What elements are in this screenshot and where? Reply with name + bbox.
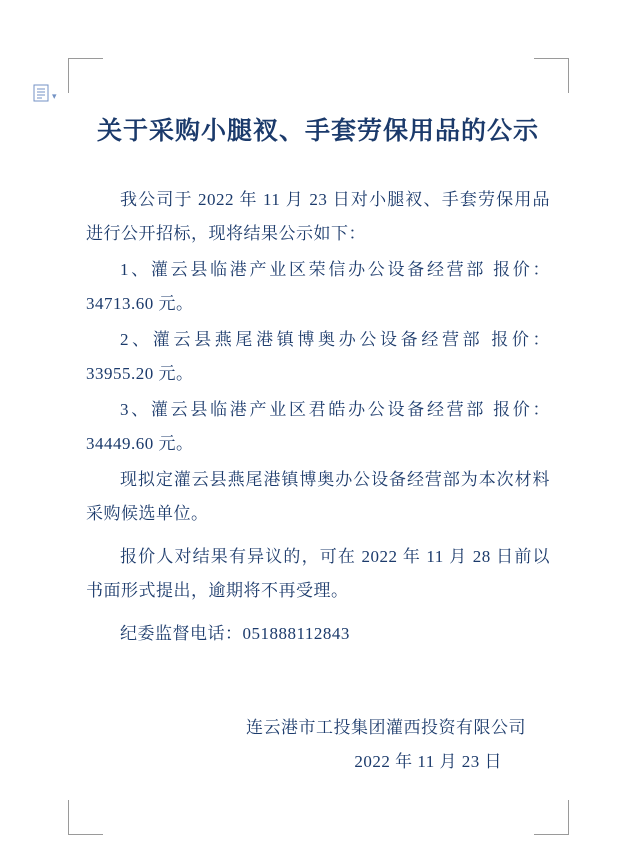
crop-mark-bottom-right [534,800,569,835]
paragraph-bid-2: 2、灌云县燕尾港镇博奥办公设备经营部 报价：33955.20 元。 [86,330,550,383]
document-icon-control[interactable] [33,84,57,102]
paragraph-bid-3: 3、灌云县临港产业区君皓办公设备经营部 报价：34449.60 元。 [86,400,550,453]
signature-date: 2022 年 11 月 23 日 [354,752,502,771]
paragraph-bid-1: 1、灌云县临港产业区荣信办公设备经营部 报价：34713.60 元。 [86,260,550,313]
crop-mark-bottom-left [68,800,103,835]
signature-company: 连云港市工投集团灌西投资有限公司 [246,718,526,737]
crop-mark-top-left [68,58,103,93]
document-content [86,96,550,779]
document-icon[interactable] [33,84,49,102]
chevron-down-icon[interactable]: ▾ [52,90,57,101]
crop-mark-top-right [534,58,569,93]
paragraph-supervision-phone: 纪委监督电话：051888112843 [120,624,350,643]
page-title: 关于采购小腿衩、手套劳保用品的公示 [96,118,539,145]
paragraph-objection: 报价人对结果有异议的，可在 2022 年 11 月 28 日前以书面形式提出，逾期将不再受理。 [86,547,550,600]
paragraph-result: 现拟定灌云县燕尾港镇博奥办公设备经营部为本次材料采购候选单位。 [86,470,550,523]
document-body [86,183,550,651]
signature-block [86,711,550,779]
paragraph-intro: 我公司于 2022 年 11 月 23 日对小腿衩、手套劳保用品进行公开招标，现将结果公示如下： [86,190,550,243]
